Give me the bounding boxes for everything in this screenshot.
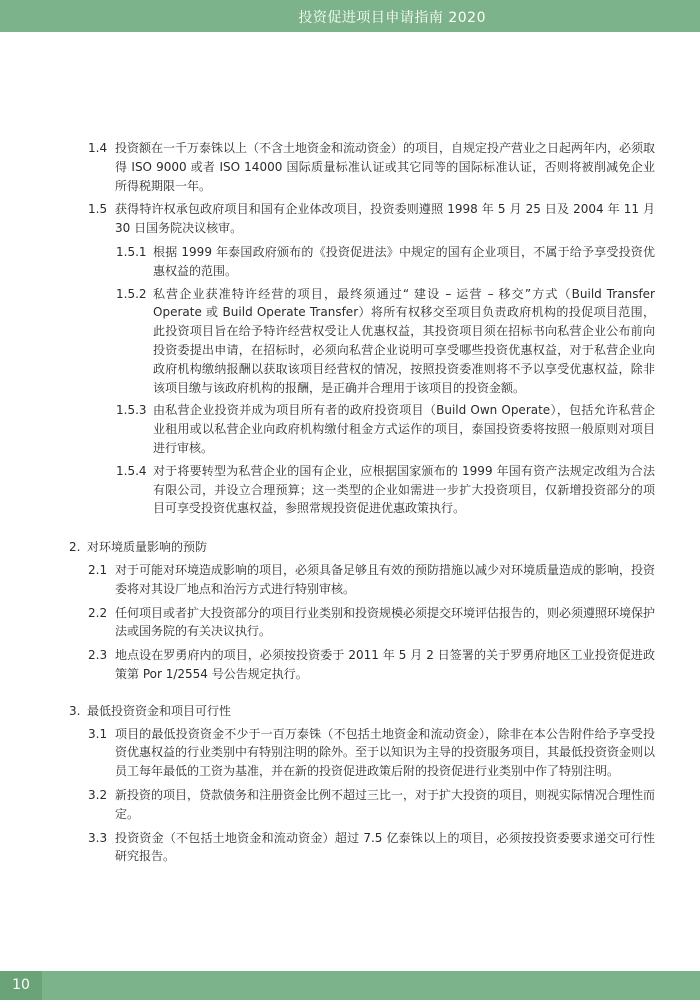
footer-bar [0, 971, 700, 1000]
clause-3-3 [88, 829, 655, 867]
clause-number: 2.3 [88, 648, 108, 663]
clause-text: 根据 1999 年泰国政府颁布的《投资促进法》中规定的国有企业项目，不属于给予享受投资优惠权益的范围。 [153, 244, 655, 278]
clause-1-4 [88, 139, 656, 195]
clause-1-5-4 [116, 462, 655, 518]
clause-text: 由私营企业投资并成为项目所有者的政府投资项目（Build Own Operate），包括允许私营企业租用或以私营企业向政府机构缴付租金方式运作的项目，泰国投资委将按照一般原则对项目进行审核。 [153, 403, 655, 455]
section-number: 3. [69, 703, 81, 718]
header-bar [0, 0, 700, 32]
clause-2-3 [88, 646, 655, 684]
clause-number: 1.5 [88, 202, 108, 217]
clause-number: 2.2 [88, 605, 108, 620]
clause-text: 对于将要转型为私营企业的国有企业，应根据国家颁布的 1999 年国有资产法规定改组为合法有限公司，并设立合理预算；这一类型的企业如需进一步扩大投资项目，仅新增投资部分的项目可享受投资优惠权益，参照常规投资促进优惠政策执行。 [153, 463, 655, 516]
clause-number: 3.3 [88, 830, 108, 845]
section-number: 2. [69, 540, 81, 555]
section-title: 对环境质量影响的预防 [87, 540, 208, 555]
clause-1-5-2 [116, 285, 655, 398]
section-title: 最低投资资金和项目可行性 [87, 703, 232, 718]
clause-text: 项目的最低投资资金不少于一百万泰铢（不包括土地资金和流动资金），除非在本公告附件给予享受投资优惠权益的行业类别中有特别注明的除外。至于以知识为主导的投资服务项目，其最低投资资金则以员工每年最低的工资为基准，并在新的投资促进政策后附的投资促进行业类别中作了特别注明。 [115, 726, 656, 779]
clause-number: 3.1 [88, 726, 108, 741]
clause-number: 2.1 [88, 562, 108, 577]
clause-number: 1.5.3 [116, 403, 147, 418]
clause-3-1 [88, 725, 656, 781]
header-title: 投资促进项目申请指南 2020 [298, 10, 486, 26]
clause-text: 私营企业获准特许经营的项目，最终须通过“ 建设 – 运营 – 移交”方式（Build Transfer Operate 或 Build Operate Transfer）将所有权移交至项目负责政府机构的投促项目范围，此投资项目旨在给予特许经营权受让人优惠权益，其投资项目须在招标书向私营企业公布前向投资委提出申请，在招标时，必须向私营企业说明可享受哪些投资优惠权益，对于私营企业向政府机构缴纳报酬以获取该项目经营权的情况，按照投资委准则将不予以享受优惠权益，除非该项目缴与该政府机构的报酬，是正确并合理用于该项目的投资金额。 [153, 286, 655, 395]
section-2-heading [69, 538, 700, 557]
clause-1-5-3 [116, 401, 655, 457]
clause-1-5 [88, 200, 655, 238]
clause-text: 任何项目或者扩大投资部分的项目行业类别和投资规模必须提交环境评估报告的，则必须遵照环境保护法或国务院的有关决议执行。 [115, 605, 656, 639]
clause-text: 获得特许权承包政府项目和国有企业体改项目，投资委则遵照 1998 年 5 月 25 日及 2004 年 11 月 30 日国务院决议核审。 [115, 202, 655, 236]
clause-2-1 [88, 561, 656, 599]
clause-number: 1.5.1 [116, 244, 147, 259]
clause-text: 投资资金（不包括土地资金和流动资金）超过 7.5 亿泰铢以上的项目，必须按投资委要求递交可行性研究报告。 [115, 830, 655, 864]
clause-3-2 [88, 786, 656, 824]
clause-text: 新投资的项目，贷款债务和注册资金比例不超过三比一，对于扩大投资的项目，则视实际情况合理性而定。 [115, 787, 656, 821]
page-number: 10 [0, 971, 42, 1000]
section-3-heading [69, 702, 700, 721]
clause-number: 1.5.4 [116, 463, 147, 478]
clause-text: 投资额在一千万泰铢以上（不含土地资金和流动资金）的项目，自规定投产营业之日起两年内，必须取得 ISO 9000 或者 ISO 14000 国际质量标准认证或其它同等的国际标准认证，否则将被削减免企业所得税期限一年。 [115, 141, 656, 193]
clause-number: 1.4 [88, 141, 108, 155]
clause-number: 1.5.2 [116, 286, 147, 301]
clause-2-2 [88, 604, 656, 642]
clause-text: 对于可能对环境造成影响的项目，必须具备足够且有效的预防措施以减少对环境质量造成的影响，投资委将对其设厂地点和治污方式进行特别审核。 [115, 562, 656, 596]
clause-1-5-1 [116, 243, 655, 281]
clause-text: 地点设在罗勇府内的项目，必须按投资委于 2011 年 5 月 2 日签署的关于罗勇府地区工业投资促进政策第 Por 1/2554 号公告规定执行。 [115, 648, 655, 681]
clause-number: 3.2 [88, 787, 108, 802]
document-body [0, 139, 700, 871]
